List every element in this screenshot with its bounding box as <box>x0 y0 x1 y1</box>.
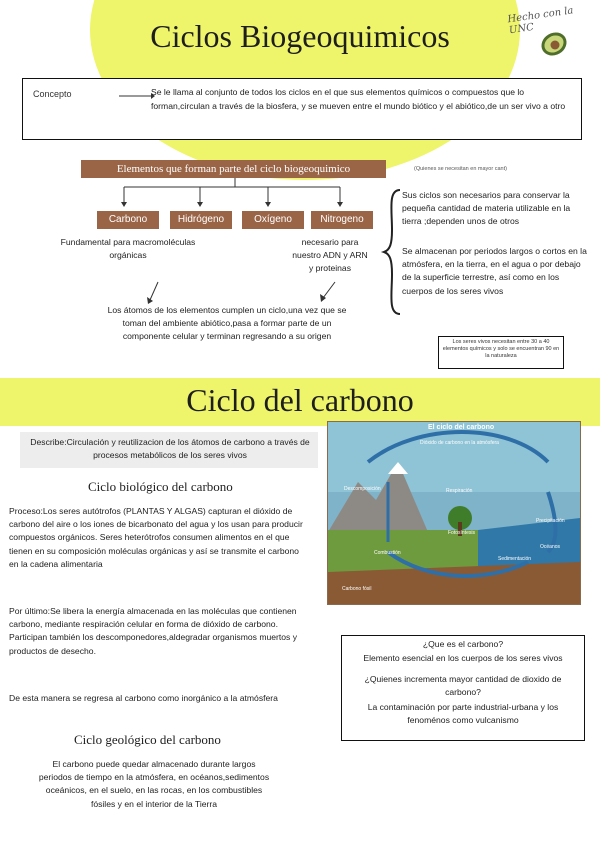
diagram-label-photosynthesis: Fotosíntesis <box>448 530 475 536</box>
bio-paragraph-2: Por último:Se libera la energía almacenada en las moléculas que contienen carbono, mediante respiración celular en forma de dióxido de carbono. Participan también los descomponedores,aldegradar organismos muertos y productos de desecho. <box>9 606 298 656</box>
signature: Hecho con la UNC <box>506 5 575 37</box>
qa-answer-1: Elemento esencial en los cuerpos de los seres vivos <box>363 653 563 663</box>
atoms-text: Los átomos de los elementos cumplen un ciclo,una vez que se toman del ambiente abiótico,pasa a formar parte de un componente celular y terminan regresando a su origen <box>107 305 347 342</box>
elements-heading: Elementos que forman parte del ciclo biogeoquimico <box>81 160 386 178</box>
carbon-cycle-diagram <box>327 421 581 605</box>
diagram-label-decomposition: Descomposición <box>344 486 381 492</box>
geo-cycle-title: Ciclo geológico del carbono <box>74 732 221 747</box>
describe-text: Describe:Circulación y reutilizacion de los átomos de carbono a través de procesos metabólicos de los seres vivos <box>30 437 310 461</box>
diagram-title: El ciclo del carbono <box>428 424 495 431</box>
geo-text: El carbono puede quedar almacenado durante largos periodos de tiempo en la atmósfera, en océanos,sedimentos oceánicos, en el suelo, en las rocas, en los combustibles fósiles y en el interior de la Tierra <box>38 759 270 809</box>
diagram-label-fossil: Carbono fósil <box>342 586 372 592</box>
diagram-label-atmosphere: Dióxido de carbono en la atmósfera <box>420 440 499 446</box>
side-paragraph-1: Sus ciclos son necesarios para conservar la pequeña cantidad de materia utilizable en la tierra ;dependen unos de otros <box>402 190 571 227</box>
chip-carbono: Carbono <box>97 211 159 229</box>
carbon-title: Ciclo del carbono <box>186 382 414 418</box>
concept-text: Se le llama al conjunto de todos los ciclos en el que sus elementos químicos o compuestos que lo forman,circulan a través de la biosfera, y se mueven entre el mundo biótico y el abiótico,de un ser vivo a otro <box>151 87 566 111</box>
diagram-label-oceans: Océanos <box>540 544 561 550</box>
carbono-description: Fundamental para macromoléculas orgánicas <box>60 237 196 261</box>
qa-question-2: ¿Quienes incrementa mayor cantidad de dioxido de carbono? <box>364 674 562 698</box>
diagram-illustration <box>328 422 580 604</box>
bio-paragraph-3: De esta manera se regresa al carbono como inorgánico a la atmósfera <box>9 693 278 703</box>
diagram-label-respiration: Respiración <box>446 488 473 494</box>
elements-note-box <box>438 336 564 369</box>
chip-oxigeno: Oxígeno <box>242 211 304 229</box>
concept-label: Concepto <box>33 89 72 99</box>
qa-box <box>341 635 585 741</box>
elements-note: (Quienes se necesitan en mayor cant) <box>414 166 507 172</box>
chip-nitrogeno: Nitrogeno <box>311 211 373 229</box>
page-title: Ciclos Biogeoquimicos <box>150 18 450 54</box>
qa-answer-2: La contaminación por parte industrial-urbana y los fenoménos como vulcanismo <box>367 702 559 726</box>
side-paragraph-2: Se almacenan por periodos largos o cortos en la atmósfera, en la tierra, en el agua o por debajo de la superficie terrestre, así como en los cuerpos de los seres vivos <box>402 246 587 296</box>
elements-note-box-text: Los seres vivos necesitan entre 30 a 40 elementos químicos y solo se encuentran 90 en la naturaleza <box>442 339 560 359</box>
nitrogeno-description: necesario para nuestro ADN y ARN y proteinas <box>292 237 368 274</box>
bio-paragraph-1: Proceso:Los seres autótrofos (PLANTAS Y ALGAS) capturan el dióxido de carbono del aire o los iones de bicarbonato del agua y los usan para producir compuestos orgánicos. Seres heterótrofos consumen alimentos en el que tienen en su composición moléculas orgánicas y así se transmite el carbono en la cadena alimentaria <box>9 506 303 569</box>
qa-question-1: ¿Que es el carbono? <box>422 639 504 649</box>
diagram-label-sedimentation: Sedimentación <box>498 556 532 562</box>
chip-hidrogeno: Hidrógeno <box>170 211 232 229</box>
diagram-label-combustion: Combustión <box>374 550 401 556</box>
diagram-label-precipitation: Precipitación <box>536 518 565 524</box>
bio-cycle-title: Ciclo biológico del carbono <box>88 479 233 494</box>
